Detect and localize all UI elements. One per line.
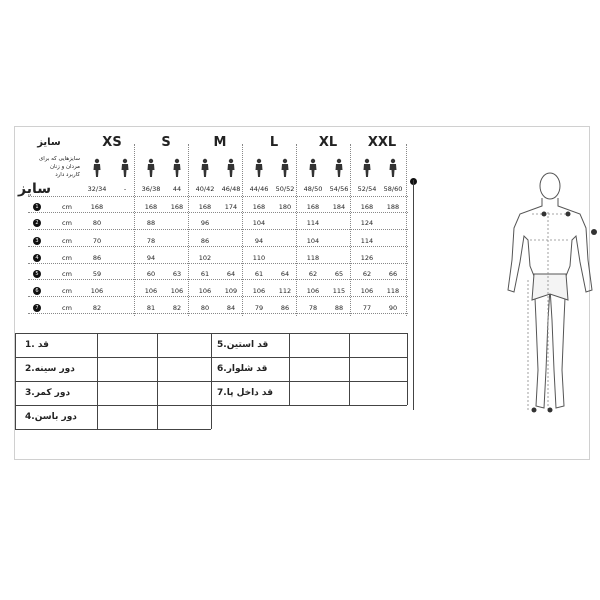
table-cell: 106 [144, 287, 158, 295]
table-cell: 62 [362, 270, 372, 278]
table-cell: 61 [200, 270, 210, 278]
row-separator [28, 279, 408, 280]
table-cell: 70 [92, 237, 102, 245]
row-unit: cm [62, 219, 72, 227]
column-separator [134, 144, 135, 316]
table-cell: 94 [146, 254, 156, 262]
female-figure-icon [92, 158, 102, 178]
table-cell: 82 [172, 304, 182, 312]
row-number-badge: 3 [33, 237, 41, 245]
row-separator [28, 313, 408, 314]
table-cell: 78 [146, 237, 156, 245]
table-cell: 102 [198, 254, 212, 262]
legend-chest: 2.دور سینه [25, 364, 75, 374]
size-description: سایزهایی که برای مردان و زنان کاربرد دارد [38, 156, 80, 178]
body-measurement-figure-icon [490, 170, 600, 430]
table-cell: 112 [278, 287, 292, 295]
legend-inseam: 7.قد داخل پا [217, 388, 274, 398]
row-separator [28, 196, 408, 197]
size-sub-label: 36/38 [141, 185, 161, 193]
row-unit: cm [62, 237, 72, 245]
table-cell: 96 [200, 219, 210, 227]
table-cell: 78 [308, 304, 318, 312]
table-cell: 168 [360, 203, 374, 211]
legend-height: 1. قد [25, 340, 49, 350]
row-separator [28, 212, 408, 213]
table-cell: 184 [332, 203, 346, 211]
table-cell: 168 [198, 203, 212, 211]
row-number-badge: 6 [33, 287, 41, 295]
size-sub-label: 44/46 [249, 185, 269, 193]
table-cell: 82 [92, 304, 102, 312]
size-name: M [213, 135, 227, 150]
table-cell: 106 [90, 287, 104, 295]
table-cell: 114 [360, 237, 374, 245]
size-heading: سایز [18, 181, 51, 197]
table-cell: 124 [360, 219, 374, 227]
table-cell: 81 [146, 304, 156, 312]
table-cell: 104 [306, 237, 320, 245]
size-sub-label: 48/50 [303, 185, 323, 193]
row-separator [28, 296, 408, 297]
table-cell: 106 [170, 287, 184, 295]
table-cell: 62 [308, 270, 318, 278]
grid-line [407, 333, 408, 405]
female-figure-icon [362, 158, 372, 178]
grid-line [15, 333, 16, 429]
table-cell: 88 [334, 304, 344, 312]
legend-pants-length: 6.قد شلوار [217, 364, 268, 374]
grid-line [349, 333, 350, 405]
table-cell: 106 [306, 287, 320, 295]
row-separator [28, 229, 408, 230]
table-cell: 168 [90, 203, 104, 211]
size-sub-label: 58/60 [383, 185, 403, 193]
table-cell: 110 [252, 254, 266, 262]
grid-line [157, 333, 158, 429]
male-figure-icon [280, 158, 290, 178]
row-unit: cm [62, 254, 72, 262]
size-sub-label: 44 [172, 185, 182, 193]
table-cell: 61 [254, 270, 264, 278]
male-figure-icon [172, 158, 182, 178]
table-cell: 66 [388, 270, 398, 278]
row-unit: cm [62, 287, 72, 295]
grid-line [289, 333, 290, 405]
measurement-legend-grid [15, 333, 407, 429]
table-cell: 59 [92, 270, 102, 278]
table-cell: 180 [278, 203, 292, 211]
table-cell: 86 [200, 237, 210, 245]
male-figure-icon [334, 158, 344, 178]
female-figure-icon [254, 158, 264, 178]
size-label: سایز [37, 137, 61, 148]
table-cell: 88 [146, 219, 156, 227]
table-cell: 90 [388, 304, 398, 312]
table-cell: 109 [224, 287, 238, 295]
table-cell: 80 [92, 219, 102, 227]
grid-line [15, 429, 211, 430]
size-sub-label: 40/42 [195, 185, 215, 193]
table-cell: 65 [334, 270, 344, 278]
table-cell: 60 [146, 270, 156, 278]
table-cell: 86 [280, 304, 290, 312]
legend-sleeve: 5.قد استین [217, 340, 269, 350]
row-unit: cm [62, 203, 72, 211]
table-cell: 126 [360, 254, 374, 262]
size-name: XXL [367, 135, 397, 150]
row-unit: cm [62, 304, 72, 312]
table-cell: 84 [226, 304, 236, 312]
table-cell: 104 [252, 219, 266, 227]
row-separator [28, 263, 408, 264]
table-cell: 106 [252, 287, 266, 295]
row-number-badge: 5 [33, 270, 41, 278]
size-sub-label: 52/54 [357, 185, 377, 193]
legend-hip: 4.دور باسن [25, 412, 77, 422]
size-sub-label: 50/52 [275, 185, 295, 193]
table-cell: 118 [306, 254, 320, 262]
male-figure-icon [388, 158, 398, 178]
female-figure-icon [146, 158, 156, 178]
table-cell: 86 [92, 254, 102, 262]
table-cell: 118 [386, 287, 400, 295]
table-cell: 106 [360, 287, 374, 295]
table-cell: 168 [144, 203, 158, 211]
table-cell: 106 [198, 287, 212, 295]
table-cell: 77 [362, 304, 372, 312]
reference-line [413, 180, 414, 410]
size-sub-label: 46/48 [221, 185, 241, 193]
grid-line [97, 333, 98, 429]
male-figure-icon [226, 158, 236, 178]
size-name: XS [102, 135, 122, 150]
table-cell: 79 [254, 304, 264, 312]
size-name: XL [318, 135, 338, 150]
table-cell: 64 [226, 270, 236, 278]
row-number-badge: 2 [33, 219, 41, 227]
column-separator [406, 144, 407, 316]
size-name: S [161, 135, 171, 150]
table-cell: 168 [306, 203, 320, 211]
table-cell: 115 [332, 287, 346, 295]
size-sub-label: 32/34 [87, 185, 107, 193]
row-separator [28, 246, 408, 247]
size-sub-label: - [123, 185, 127, 193]
female-figure-icon [308, 158, 318, 178]
size-name: L [269, 135, 279, 150]
table-cell: 114 [306, 219, 320, 227]
size-sub-label: 54/56 [329, 185, 349, 193]
male-figure-icon [120, 158, 130, 178]
legend-waist: 3.دور کمر [25, 388, 71, 398]
table-cell: 64 [280, 270, 290, 278]
table-cell: 168 [252, 203, 266, 211]
table-cell: 174 [224, 203, 238, 211]
row-number-badge: 1 [33, 203, 41, 211]
table-cell: 168 [170, 203, 184, 211]
table-cell: 188 [386, 203, 400, 211]
row-number-badge: 4 [33, 254, 41, 262]
female-figure-icon [200, 158, 210, 178]
grid-line [211, 333, 212, 429]
table-cell: 80 [200, 304, 210, 312]
table-cell: 63 [172, 270, 182, 278]
table-cell: 94 [254, 237, 264, 245]
row-number-badge: 7 [33, 304, 41, 312]
row-unit: cm [62, 270, 72, 278]
